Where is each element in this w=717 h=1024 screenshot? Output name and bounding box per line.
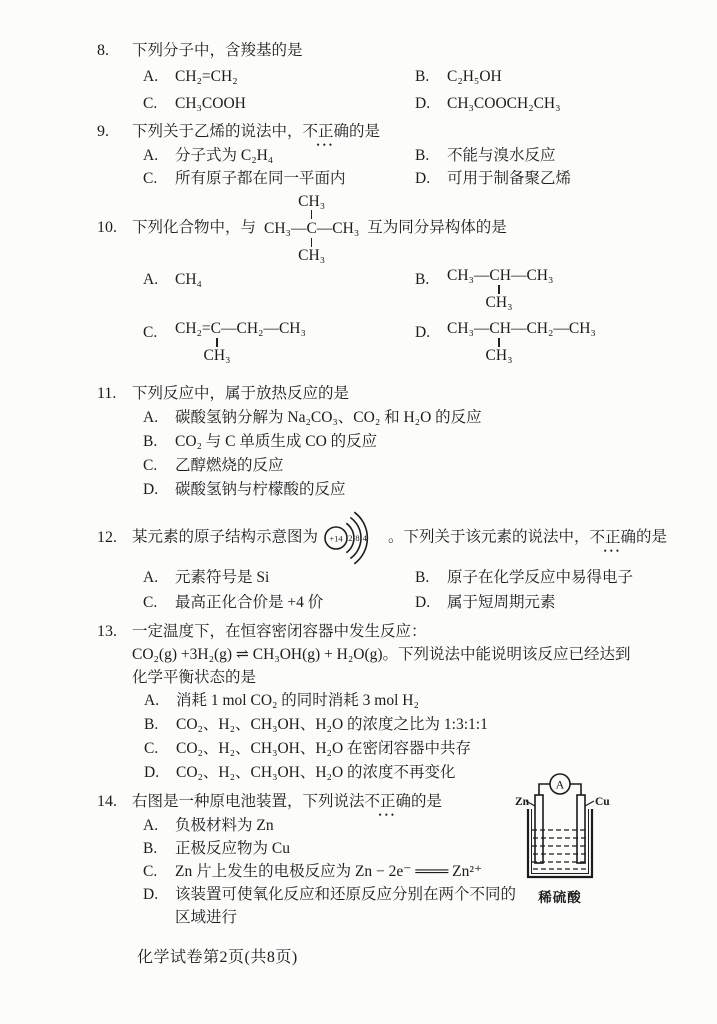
emphasis-text: 不正确 ••• [303, 119, 350, 144]
question-11-options [97, 406, 687, 502]
question-10-options [97, 267, 687, 373]
question-13-stem [97, 620, 687, 643]
option-text: 最高正化合价是 +4 价 [175, 594, 324, 611]
option-12a [143, 565, 415, 590]
option-8b [415, 63, 687, 90]
option-text: CO₂、H₂、CH₃OH、H₂O 的浓度之比为 1:3:1:1 [176, 716, 488, 733]
option-text: 负极材料为 Zn [175, 817, 274, 834]
option-9c [143, 167, 415, 190]
question-11-stem [97, 381, 687, 406]
vertical-bond [498, 285, 499, 294]
main-chain: CH₃—CH—CH₂—CH₃ [447, 320, 596, 337]
option-text: 碳酸氢钠与柠檬酸的反应 [175, 481, 346, 498]
option-letter: D. [143, 481, 159, 498]
methyl-group: CH₃ [298, 193, 326, 210]
question-10 [97, 192, 687, 373]
option-letter: C. [143, 324, 158, 341]
question-10-stem [97, 192, 687, 265]
question-number: 11. [97, 385, 117, 402]
stem-text: 右图是一种原电池装置，下列说法 [132, 793, 365, 810]
option-text: CH₃COOH [175, 95, 246, 112]
question-12 [97, 511, 687, 615]
stem-text: 的是 [636, 528, 668, 546]
option-10a [143, 267, 415, 320]
question-13-options [97, 689, 687, 785]
option-letter: D. [415, 324, 431, 341]
stem-text: 一定温度下，在恒容密闭容器中发生反应： [132, 623, 427, 640]
option-text: CH₃COOCH₂CH₃ [447, 95, 561, 112]
option-text: 元素符号是 Si [175, 569, 270, 586]
option-text: 碳酸氢钠分解为 Na₂CO₃、CO₂ 和 H₂O 的反应 [175, 409, 482, 426]
option-text: CO₂ 与 C 单质生成 CO 的反应 [175, 433, 378, 450]
option-letter: C. [144, 740, 159, 757]
galvanic-cell-drawing [503, 772, 617, 882]
page-footer: 化学试卷第2页(共8页) [137, 949, 298, 966]
nucleus-charge: +14 [329, 533, 343, 544]
option-letter: C. [143, 95, 158, 112]
wire-right [570, 784, 581, 795]
emphasis-text: 不正确 ••• [365, 789, 412, 814]
option-text: 原子在化学反应中易得电子 [447, 569, 634, 586]
option-text: 消耗 1 mol CO₂ 的同时消耗 3 mol H₂ [176, 692, 419, 709]
vertical-bond [311, 238, 312, 247]
option-letter: B. [415, 271, 430, 288]
stem-text: 的是 [411, 793, 443, 810]
stem-text: 下列反应中，属于放热反应的是 [132, 385, 350, 402]
stem-text: 下列关于乙烯的说法中， [132, 123, 303, 140]
question-8 [97, 38, 687, 117]
option-letter: C. [143, 170, 158, 187]
option-10c [143, 320, 415, 373]
copper-label: Cu [595, 796, 610, 808]
main-chain: CH₃—C—CH₃ [264, 220, 360, 237]
option-letter: A. [143, 569, 159, 586]
stem-text: 的是 [349, 123, 381, 140]
question-9-options [97, 144, 687, 190]
option-8a [143, 63, 415, 90]
option-8c [143, 90, 415, 117]
option-9a [143, 144, 415, 167]
option-text: 分子式为 C₂H₄ [175, 147, 274, 164]
branch-group [203, 337, 231, 363]
option-12b [415, 565, 687, 590]
stem-text: 下列分子中，含羧基的是 [132, 42, 303, 59]
ammeter-label: A [555, 777, 565, 792]
option-8d [415, 90, 687, 117]
question-9-stem [97, 119, 687, 144]
option-11a [143, 406, 687, 430]
option-letter: A. [143, 409, 159, 426]
option-10d [415, 320, 687, 373]
option-text: C₂H₅OH [447, 68, 502, 85]
main-chain: CH₂=C—CH₂—CH₃ [175, 320, 306, 337]
option-10b [415, 267, 687, 320]
question-12-stem [97, 511, 687, 565]
solution-label: 稀硫酸 [538, 890, 582, 905]
option-letter: A. [143, 68, 159, 85]
option-text: Zn 片上发生的电极反应为 Zn − 2e⁻ ═══ Zn²⁺ [175, 863, 483, 880]
vertical-bond [498, 338, 499, 347]
branch-group [485, 284, 513, 310]
stem-text: 。下列关于该元素的说法中， [388, 528, 590, 546]
option-13a [144, 689, 687, 713]
option-text: 正极反应物为 Cu [175, 840, 290, 857]
atom-structure-diagram [322, 511, 384, 565]
option-13c [144, 737, 687, 761]
question-12-options [97, 565, 687, 615]
question-number: 14. [97, 793, 117, 810]
stem-text: 下列化合物中，与 [132, 219, 257, 237]
option-text: 不能与溴水反应 [447, 147, 556, 164]
stem-text: 化学平衡状态的是 [132, 669, 257, 686]
option-letter: A. [143, 817, 159, 834]
option-letter: C. [143, 594, 158, 611]
option-text: CO₂、H₂、CH₃OH、H₂O 在密闭容器中共存 [176, 740, 472, 757]
option-letter: B. [143, 840, 158, 857]
reference-structure-formula [264, 192, 359, 265]
option-letter: D. [143, 886, 159, 903]
option-9d [415, 167, 687, 190]
option-12d [415, 590, 687, 615]
option-text: CO₂、H₂、CH₃OH、H₂O 的浓度不再变化 [176, 764, 456, 781]
option-text: CH₄ [175, 271, 202, 288]
methyl-group: CH₃ [203, 347, 231, 364]
shell-electrons-1: 2 [348, 533, 353, 543]
option-letter: B. [415, 147, 430, 164]
option-letter: D. [415, 594, 431, 611]
option-letter: B. [415, 569, 430, 586]
question-number: 10. [97, 219, 117, 237]
option-10d-structure [447, 320, 596, 363]
option-text: 该装置可使氧化反应和还原反应分别在两个不同的区域进行 [175, 886, 517, 926]
option-letter: B. [415, 68, 430, 85]
option-12c [143, 590, 415, 615]
emphasis-text: 不正确 ••• [590, 525, 637, 550]
copper-electrode [577, 795, 585, 863]
shell-electrons-3: 4 [362, 533, 367, 543]
option-letter: A. [143, 271, 159, 288]
methyl-group: CH₃ [485, 294, 513, 311]
option-text: 可用于制备聚乙烯 [447, 170, 572, 187]
branch-group [485, 337, 513, 363]
question-number: 13. [97, 623, 117, 640]
option-text: 属于短周期元素 [447, 594, 556, 611]
wire-left [539, 784, 550, 795]
option-letter: B. [143, 433, 158, 450]
zinc-label: Zn [515, 796, 530, 808]
option-letter: C. [143, 863, 158, 880]
option-letter: D. [415, 170, 431, 187]
option-letter: D. [415, 95, 431, 112]
question-9 [97, 119, 687, 190]
option-11c [143, 454, 687, 478]
copper-pointer-line [585, 801, 594, 806]
zinc-electrode [535, 795, 543, 863]
galvanic-cell-diagram [503, 772, 617, 906]
vertical-bond [311, 210, 312, 219]
vertical-bond [216, 338, 217, 347]
option-text: CH₂=CH₂ [175, 68, 238, 85]
option-letter: C. [143, 457, 158, 474]
question-8-options [97, 63, 687, 117]
option-text: 所有原子都在同一平面内 [175, 170, 346, 187]
methyl-group: CH₃ [298, 247, 326, 264]
option-letter: D. [144, 764, 160, 781]
option-13b [144, 713, 687, 737]
option-11d [143, 478, 687, 502]
option-text: 乙醇燃烧的反应 [175, 457, 284, 474]
option-letter: B. [144, 716, 159, 733]
question-number: 8. [97, 42, 109, 59]
stem-text: 某元素的原子结构示意图为 [132, 528, 319, 546]
main-chain: CH₃—CH—CH₃ [447, 267, 554, 284]
shell-electrons-2: 8 [355, 533, 360, 543]
stem-text: 互为同分异构体的是 [367, 219, 507, 237]
option-letter: A. [143, 147, 159, 164]
question-number: 12. [97, 528, 117, 546]
option-letter: A. [144, 692, 160, 709]
question-13 [97, 620, 687, 785]
question-8-stem [97, 38, 687, 63]
option-10c-structure [175, 320, 306, 363]
question-11 [97, 381, 687, 502]
reaction-equation: CO₂(g) +3H₂(g) ⇌ CH₃OH(g) + H₂O(g)。下列说法中能说明该反应已经达到 [132, 646, 631, 663]
question-number: 9. [97, 123, 109, 140]
option-11b [143, 430, 687, 454]
methyl-group: CH₃ [485, 347, 513, 364]
option-10b-structure [447, 267, 553, 310]
option-9b [415, 144, 687, 167]
